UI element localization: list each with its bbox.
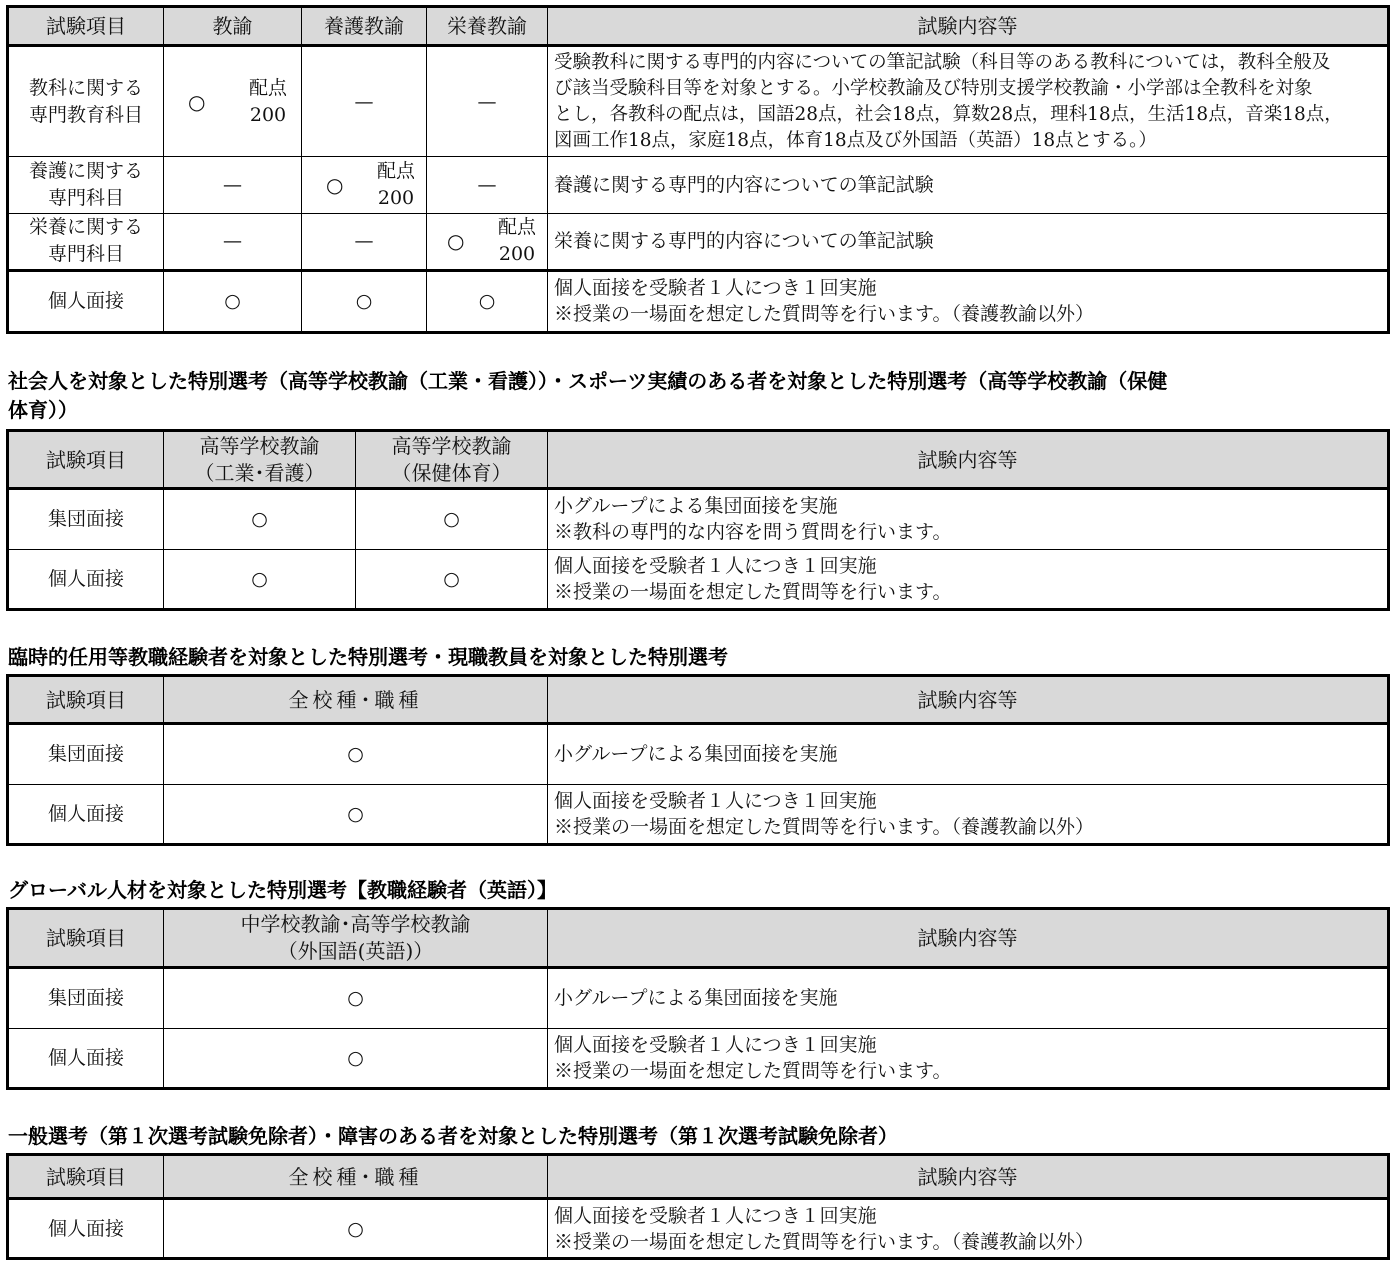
dash-cell: — bbox=[427, 156, 548, 213]
header-item: 試験項目 bbox=[8, 7, 164, 46]
row-label: 個人面接 bbox=[8, 784, 164, 844]
exam-table-exempt bbox=[6, 1153, 1390, 1260]
table-header-row bbox=[8, 7, 1389, 46]
content-cell: 個人面接を受験者１人につき１回実施 ※授業の一場面を想定した質問等を行います。 bbox=[548, 1028, 1389, 1088]
header-content: 試験内容等 bbox=[548, 431, 1389, 489]
content-cell: 個人面接を受験者１人につき１回実施 ※授業の一場面を想定した質問等を行います。 bbox=[548, 549, 1389, 609]
header-content: 試験内容等 bbox=[548, 676, 1389, 724]
points-label: 配点 200 bbox=[248, 76, 287, 126]
circle-mark: ○ bbox=[356, 549, 548, 609]
row-label: 養護に関する 専門科目 bbox=[8, 156, 164, 213]
row-label: 個人面接 bbox=[8, 1028, 164, 1088]
dash-cell: — bbox=[164, 156, 302, 213]
content-cell: 栄養に関する専門的内容についての筆記試験 bbox=[548, 214, 1389, 270]
content-cell: 養護に関する専門的内容についての筆記試験 bbox=[548, 156, 1389, 213]
row-label: 栄養に関する 専門科目 bbox=[8, 214, 164, 270]
header-content: 試験内容等 bbox=[548, 909, 1389, 968]
content-cell: 個人面接を受験者１人につき１回実施 ※授業の一場面を想定した質問等を行います。（養護教諭以外） bbox=[548, 784, 1389, 844]
table-row bbox=[8, 214, 1389, 270]
exam-table-general bbox=[6, 5, 1390, 334]
exam-table-global-talent bbox=[6, 907, 1390, 1090]
circle-mark: ○ bbox=[164, 1028, 548, 1088]
header-item: 試験項目 bbox=[8, 909, 164, 968]
content-cell: 受験教科に関する専門的内容についての筆記試験（科目等のある教科については，教科全般及 び該当受験科目等を対象とする。小学校教諭及び特別支援学校教諭・小学部は全教科を対象 とし，各教科の配点は，国語28点，社会18点，算数28点，理科18点，生活18点，音楽18点， 図画工作18点，家庭18点，体育18点及び外国語（英語）18点とする。） bbox=[548, 46, 1389, 157]
circle-mark: ○ bbox=[326, 173, 344, 198]
table-row bbox=[8, 968, 1389, 1028]
section-heading-global-talent: グローバル人材を対象とした特別選考【教職経験者（英語）】 bbox=[8, 878, 557, 902]
header-item: 試験項目 bbox=[8, 431, 164, 489]
row-label: 集団面接 bbox=[8, 489, 164, 549]
circle-mark: ○ bbox=[164, 270, 302, 332]
section-heading-experienced-teachers: 臨時的任用等教職経験者を対象とした特別選考・現職教員を対象とした特別選考 bbox=[8, 645, 728, 669]
table-row bbox=[8, 784, 1389, 844]
circle-mark: ○ bbox=[164, 784, 548, 844]
mark-cell-yogo bbox=[302, 156, 427, 213]
table-row bbox=[8, 46, 1389, 157]
header-eiyo: 栄養教諭 bbox=[427, 7, 548, 46]
table-header-row bbox=[8, 1155, 1389, 1199]
circle-mark: ○ bbox=[164, 549, 356, 609]
header-item: 試験項目 bbox=[8, 676, 164, 724]
row-label: 個人面接 bbox=[8, 270, 164, 332]
circle-mark: ○ bbox=[164, 1199, 548, 1259]
table-row bbox=[8, 489, 1389, 549]
table-row bbox=[8, 1199, 1389, 1259]
dash-cell: — bbox=[164, 214, 302, 270]
circle-mark: ○ bbox=[164, 724, 548, 784]
header-kyoyu: 教諭 bbox=[164, 7, 302, 46]
header-health-pe: 高等学校教諭 （保健体育） bbox=[356, 431, 548, 489]
circle-mark: ○ bbox=[447, 229, 465, 254]
table-row bbox=[8, 156, 1389, 213]
exam-table-working-adults bbox=[6, 429, 1390, 611]
section-heading-exempt: 一般選考（第１次選考試験免除者）・障害のある者を対象とした特別選考（第１次選考試験免除者） bbox=[8, 1124, 898, 1148]
circle-mark: ○ bbox=[188, 89, 206, 114]
table-row bbox=[8, 1028, 1389, 1088]
header-content: 試験内容等 bbox=[548, 7, 1389, 46]
content-cell: 個人面接を受験者１人につき１回実施 ※授業の一場面を想定した質問等を行います。（養護教諭以外） bbox=[548, 1199, 1389, 1259]
table-header-row bbox=[8, 909, 1389, 968]
row-label: 集団面接 bbox=[8, 968, 164, 1028]
table-row bbox=[8, 270, 1389, 332]
header-english-teachers: 中学校教諭･高等学校教諭 （外国語(英語)） bbox=[164, 909, 548, 968]
header-item: 試験項目 bbox=[8, 1155, 164, 1199]
points-label: 配点 200 bbox=[497, 216, 536, 266]
mark-cell-kyoyu bbox=[164, 46, 302, 157]
dash-cell: — bbox=[302, 214, 427, 270]
mark-cell-eiyo bbox=[427, 214, 548, 270]
row-label: 集団面接 bbox=[8, 724, 164, 784]
header-all-schools: 全校種･職種 bbox=[164, 1155, 548, 1199]
content-cell: 小グループによる集団面接を実施 bbox=[548, 968, 1389, 1028]
section-heading-working-adults: 社会人を対象とした特別選考（高等学校教諭（工業・看護））・スポーツ実績のある者を対象とした特別選考（高等学校教諭（保健 体育）） bbox=[8, 369, 1168, 422]
header-all-schools: 全校種･職種 bbox=[164, 676, 548, 724]
table-header-row bbox=[8, 676, 1389, 724]
circle-mark: ○ bbox=[164, 489, 356, 549]
circle-mark: ○ bbox=[164, 968, 548, 1028]
circle-mark: ○ bbox=[427, 270, 548, 332]
table-row bbox=[8, 549, 1389, 609]
table-row bbox=[8, 724, 1389, 784]
row-label: 個人面接 bbox=[8, 549, 164, 609]
content-cell: 小グループによる集団面接を実施 ※教科の専門的な内容を問う質問を行います。 bbox=[548, 489, 1389, 549]
row-label: 教科に関する 専門教育科目 bbox=[8, 46, 164, 157]
content-cell: 個人面接を受験者１人につき１回実施 ※授業の一場面を想定した質問等を行います。（養護教諭以外） bbox=[548, 270, 1389, 332]
points-label: 配点 200 bbox=[376, 160, 415, 210]
content-cell: 小グループによる集団面接を実施 bbox=[548, 724, 1389, 784]
dash-cell: — bbox=[427, 46, 548, 157]
row-label: 個人面接 bbox=[8, 1199, 164, 1259]
header-content: 試験内容等 bbox=[548, 1155, 1389, 1199]
circle-mark: ○ bbox=[302, 270, 427, 332]
dash-cell: — bbox=[302, 46, 427, 157]
header-industrial-nursing: 高等学校教諭 （工業･看護） bbox=[164, 431, 356, 489]
exam-table-experienced-teachers bbox=[6, 674, 1390, 846]
header-yogo: 養護教諭 bbox=[302, 7, 427, 46]
table-header-row bbox=[8, 431, 1389, 489]
circle-mark: ○ bbox=[356, 489, 548, 549]
